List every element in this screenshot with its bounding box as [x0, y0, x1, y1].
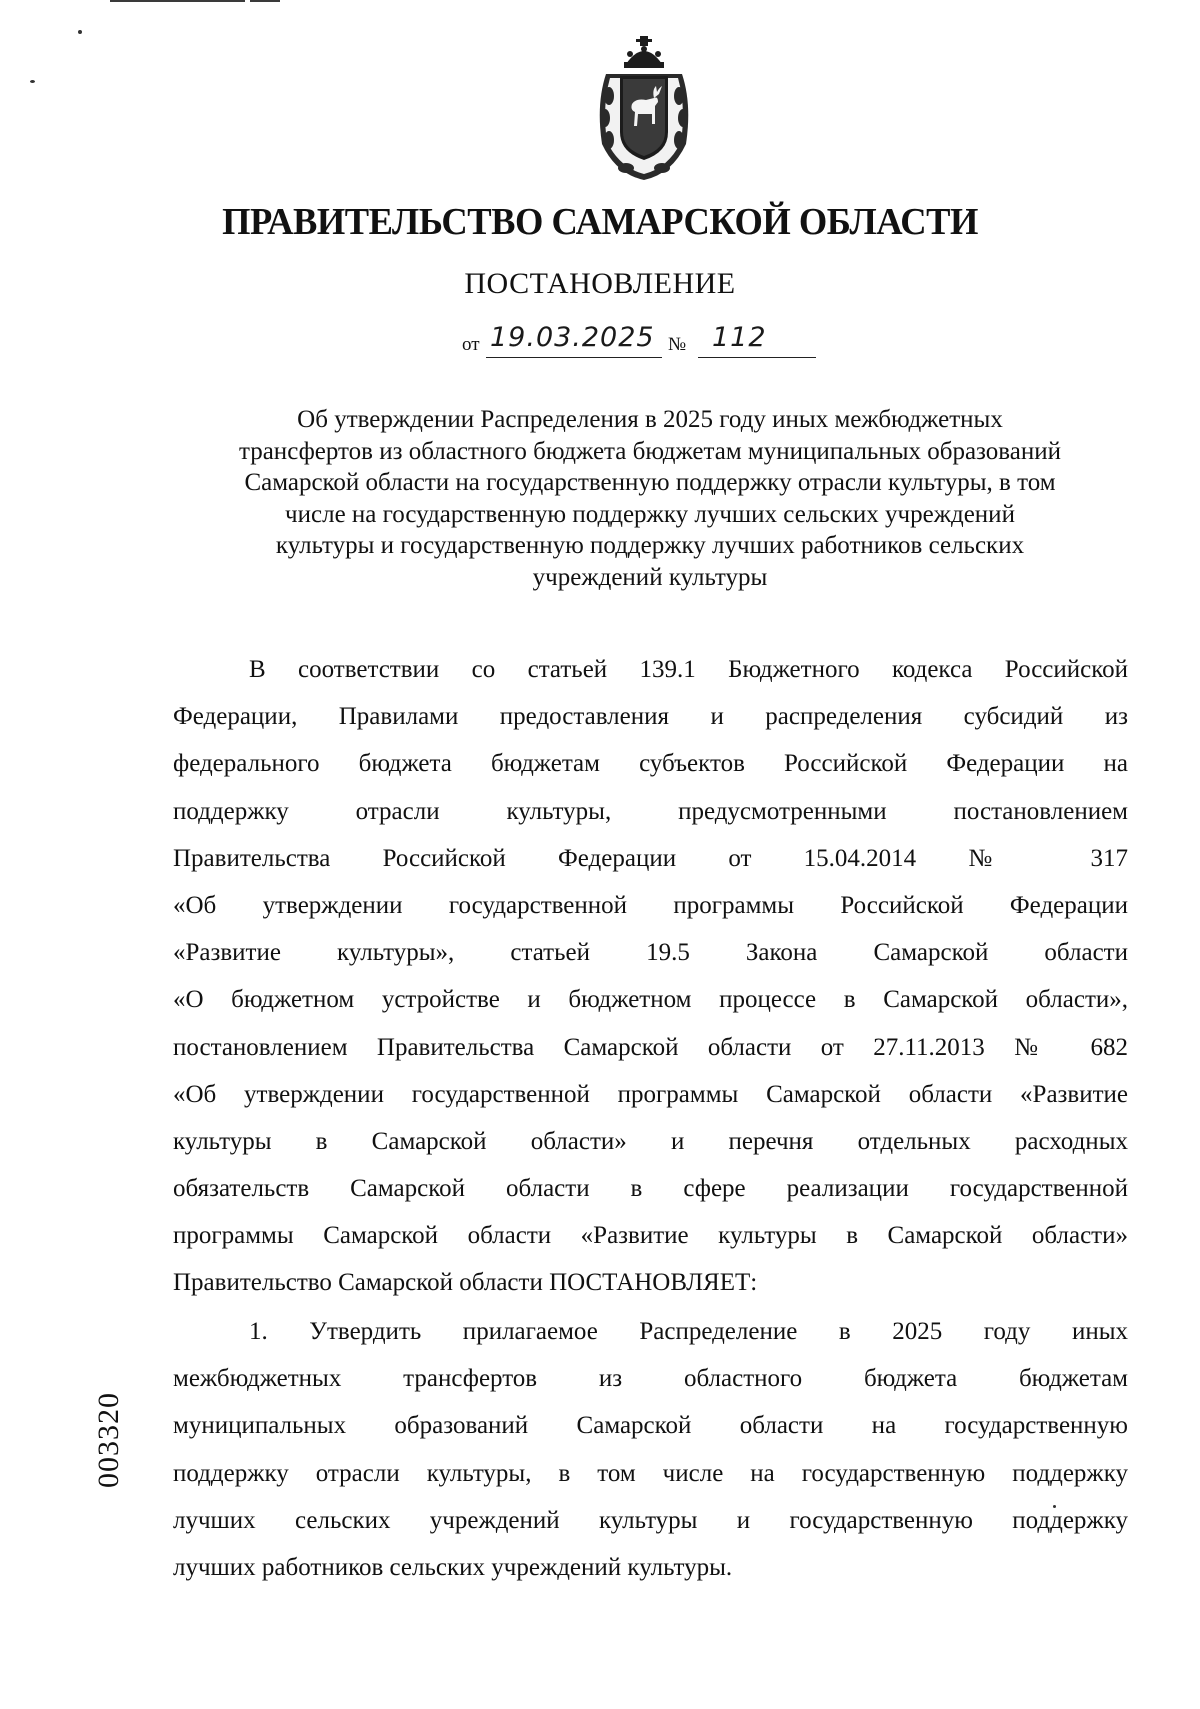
paragraph-line: «Развитие культуры», статьей 19.5 Закона Самарской области — [173, 939, 1128, 967]
subject-line: трансфертов из областного бюджета бюджетам муниципальных образований — [238, 437, 1061, 465]
subject-line: культуры и государственную поддержку лучших работников сельских — [275, 532, 1025, 559]
document-subject — [170, 404, 1130, 593]
paragraph-line: лучших работников сельских учреждений культуры. — [173, 1553, 733, 1581]
paragraph-line: поддержку отрасли культуры, в том числе на государственную поддержку — [173, 1459, 1128, 1487]
paragraph-line: «Об утверждении государственной программы Российской Федерации — [173, 891, 1128, 919]
paragraph-line: программы Самарской области «Развитие культуры в Самарской области» — [173, 1222, 1128, 1250]
organization-title: ПРАВИТЕЛЬСТВО САМАРСКОЙ ОБЛАСТИ — [222, 201, 978, 243]
scan-speck — [30, 80, 35, 83]
paragraph-line: «О бюджетном устройстве и бюджетном процессе в Самарской области», — [173, 986, 1128, 1014]
date-underline — [486, 357, 662, 358]
date-number-line — [462, 322, 862, 362]
paragraph-line: лучших сельских учреждений культуры и государственную поддержку — [173, 1506, 1128, 1534]
subject-line: числе на государственную поддержку лучших сельских учреждений — [285, 500, 1015, 528]
paragraph-line: поддержку отрасли культуры, предусмотренными постановлением — [173, 797, 1128, 825]
date-prefix: от — [462, 334, 480, 355]
document-type-heading: ПОСТАНОВЛЕНИЕ — [464, 267, 736, 300]
date-handwritten: 19.03.2025 — [490, 322, 655, 353]
samara-coat-of-arms-icon — [592, 34, 696, 182]
paragraph-line: В соответствии со статьей 139.1 Бюджетного кодекса Российской — [249, 656, 1128, 683]
paragraph-line: культуры в Самарской области» и перечня отдельных расходных — [173, 1127, 1128, 1155]
number-prefix: № — [668, 334, 687, 355]
margin-registration-stamp: 003320 — [92, 1392, 125, 1488]
scan-edge-line — [110, 0, 245, 2]
scan-edge-line — [250, 0, 280, 2]
clause-1-paragraph — [173, 1308, 1128, 1591]
paragraph-line: «Об утверждении государственной программы Самарской области «Развитие — [173, 1080, 1128, 1108]
paragraph-line: муниципальных образований Самарской области на государственную — [173, 1412, 1128, 1440]
paragraph-line: Правительства Российской Федерации от 15.04.2014 № 317 — [173, 844, 1128, 872]
subject-line: Об утверждении Распределения в 2025 году иных межбюджетных — [297, 406, 1003, 433]
number-handwritten: 112 — [712, 322, 767, 353]
paragraph-line: Правительство Самарской области ПОСТАНОВЛЯЕТ: — [173, 1269, 758, 1297]
paragraph-line: федерального бюджета бюджетам субъектов Российской Федерации на — [173, 750, 1128, 778]
paragraph-line: Федерации, Правилами предоставления и распределения субсидий из — [173, 703, 1128, 731]
number-underline — [698, 357, 816, 358]
paragraph-line: межбюджетных трансфертов из областного бюджета бюджетам — [173, 1365, 1128, 1393]
subject-line: учреждений культуры — [532, 563, 768, 591]
scan-speck — [78, 30, 82, 34]
subject-line: Самарской области на государственную поддержку отрасли культуры, в том — [244, 469, 1056, 496]
paragraph-line: 1. Утвердить прилагаемое Распределение в 2025 году иных — [249, 1318, 1128, 1345]
paragraph-line: обязательств Самарской области в сфере реализации государственной — [173, 1175, 1128, 1203]
paragraph-line: постановлением Правительства Самарской области от 27.11.2013 № 682 — [173, 1033, 1128, 1061]
preamble-paragraph — [173, 646, 1128, 1307]
